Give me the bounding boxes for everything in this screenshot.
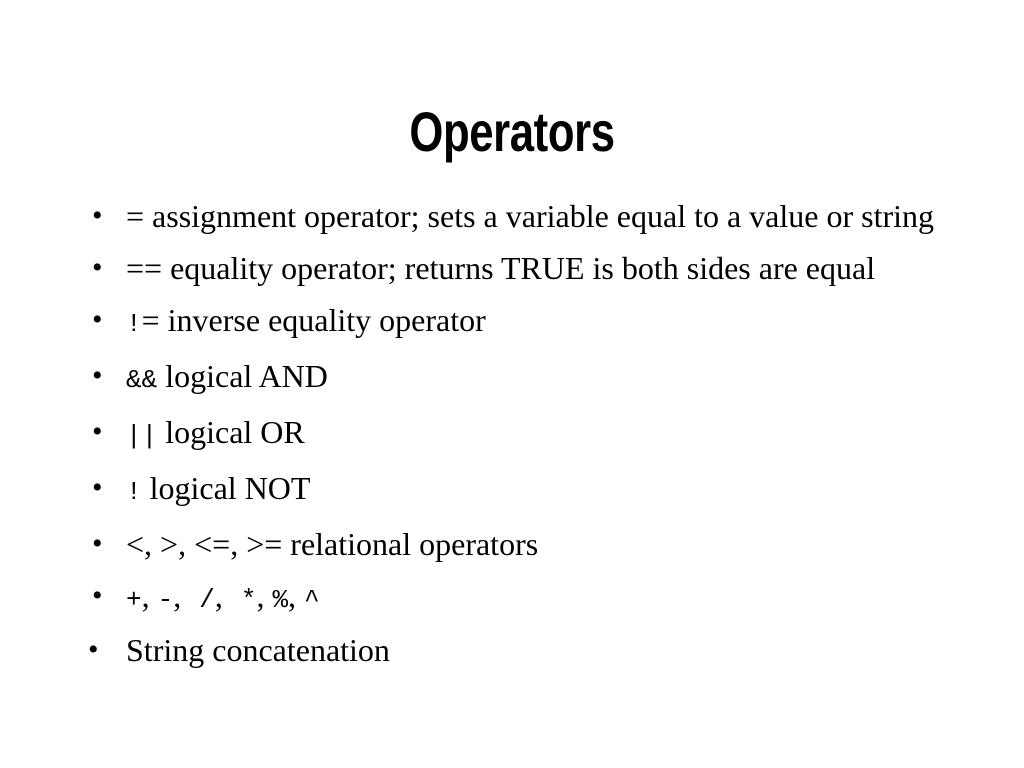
bullet-text: <, >, <=, >= relational operators bbox=[126, 526, 539, 562]
separator: , bbox=[288, 578, 297, 614]
bullet-text: = inverse equality operator bbox=[141, 302, 486, 338]
separator: , bbox=[173, 578, 182, 614]
slide-title: Operators bbox=[409, 100, 615, 163]
code-or: || bbox=[126, 421, 158, 451]
code-plus: + bbox=[126, 585, 142, 615]
code-not: ! bbox=[126, 309, 142, 339]
bullet-relational bbox=[126, 522, 946, 566]
bullet-arithmetic bbox=[126, 574, 946, 622]
bullet-inverse-equality bbox=[126, 298, 946, 346]
separator: , bbox=[256, 578, 265, 614]
code-divide: / bbox=[199, 585, 215, 615]
bullet-assignment bbox=[126, 194, 946, 238]
bullet-logical-not bbox=[126, 466, 946, 514]
bullet-string-concatenation bbox=[126, 628, 946, 672]
bullet-text: logical NOT bbox=[149, 470, 311, 506]
code-and: && bbox=[126, 365, 158, 395]
bullet-logical-and bbox=[126, 354, 946, 402]
bullet-logical-or bbox=[126, 410, 946, 458]
bullet-text: = assignment operator; sets a variable equal to a value or string bbox=[126, 198, 935, 234]
bullet-text: == equality operator; returns TRUE is both sides are equal bbox=[126, 250, 876, 286]
code-caret: ^ bbox=[304, 585, 320, 615]
separator: , bbox=[141, 578, 150, 614]
code-not: ! bbox=[126, 477, 142, 507]
bullet-text: String concatenation bbox=[126, 632, 390, 668]
bullet-list bbox=[126, 194, 946, 680]
bullet-equality bbox=[126, 246, 946, 290]
code-modulo: % bbox=[272, 585, 289, 615]
bullet-text: logical AND bbox=[165, 358, 328, 394]
code-minus: - bbox=[157, 585, 174, 615]
bullet-text: logical OR bbox=[165, 414, 305, 450]
code-multiply: * bbox=[240, 585, 257, 615]
separator: , bbox=[214, 578, 223, 614]
